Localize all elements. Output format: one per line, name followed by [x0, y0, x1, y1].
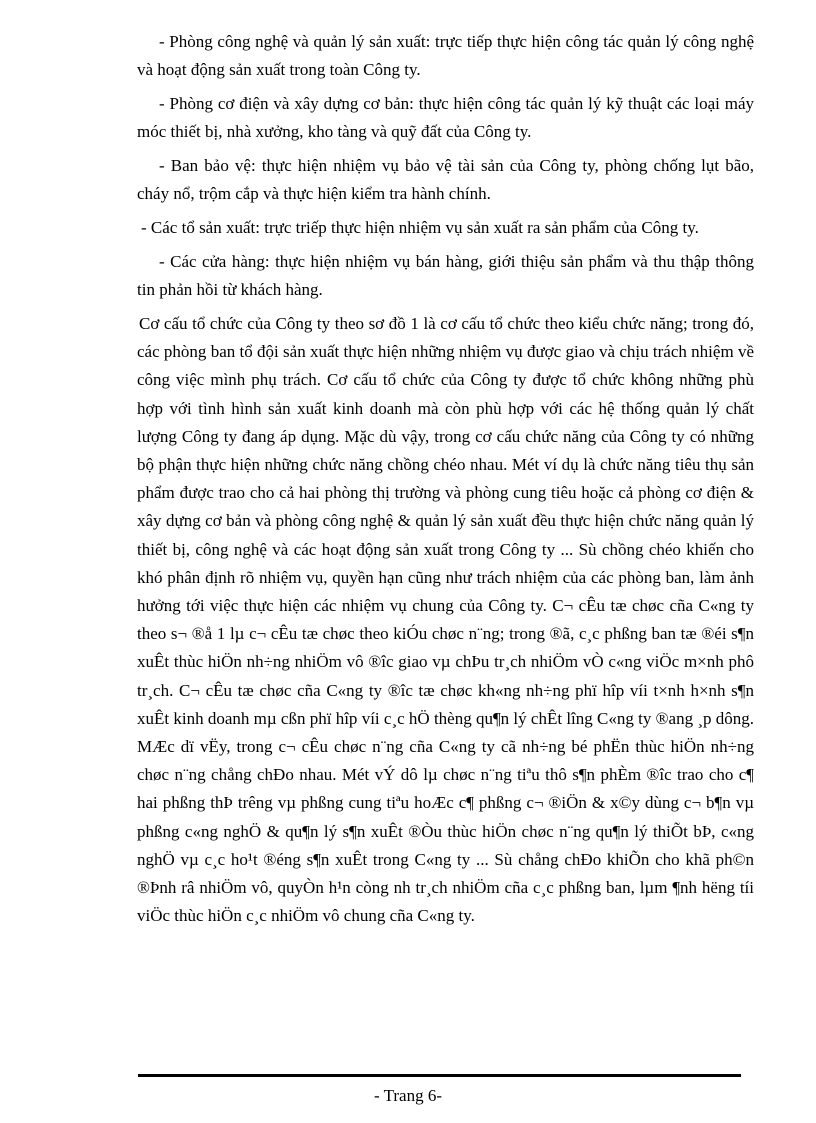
paragraph-ban-bao-ve: - Ban bảo vệ: thực hiện nhiệm vụ bảo vệ tài sản của Công ty, phòng chống lụt bão, cháy nổ, trộm cắp và thực hiện kiểm tra hành chính.	[137, 156, 754, 203]
paragraph-phong-cong-nghe: - Phòng công nghệ và quản lý sản xuất: trực tiếp thực hiện công tác quản lý công nghệ và hoạt động sản xuất trong toàn Công ty.	[137, 32, 754, 79]
footer-divider	[138, 1074, 741, 1077]
document-page	[137, 28, 754, 936]
paragraph-co-cau-to-chuc: Cơ cấu tổ chức của Công ty theo sơ đồ 1 là cơ cấu tổ chức theo kiểu chức năng; trong đó, các phòng ban tổ đội sản xuất thực hiện những nhiệm vụ được giao và chịu trách nhiệm về công việc mình phụ trách. Cơ cấu tổ chức của Công ty được tổ chức không những phù hợp với tình hình sản xuất kinh doanh mà còn phù hợp với các hệ thống quản lý chất lượng Công ty đang áp dụng. Mặc dù vậy, trong cơ cấu chức năng của Công ty có những bộ phận thực hiện những chức năng chồng chéo nhau. Mét ví dụ là chức năng tiêu thụ sản phẩm được trao cho cả hai phòng thị trường và phòng cung tiêu hoặc cả phòng cơ điện & xây dựng cơ bản và phòng công nghệ & quản lý sản xuất đều thực hiện chức năng quản lý thiết bị, công nghệ và các hoạt động sản xuất trong Công ty ... Sù chồng chéo khiến cho khó phân định rõ nhiệm vụ, quyền hạn cũng như trách nhiệm của các phòng ban, làm ảnh hưởng tới việc thực hiện các nhiệm vụ chung của Công ty. C¬ cÊu tæ chøc cña C«ng ty theo s¬ ®å 1 lµ c¬ cÊu tæ chøc theo kiÓu chøc n¨ng; trong ®ã, c¸c phßng ban tæ ®éi s¶n xuÊt thùc hiÖn nh÷ng nhiÖm vô ®îc giao vµ chÞu tr¸ch nhiÖm vÒ c«ng viÖc m×nh phô tr¸ch. C¬ cÊu tæ chøc cña C«ng ty ®îc tæ chøc kh«ng nh÷ng phï hîp víi t×nh h×nh s¶n xuÊt kinh doanh mµ cßn phï hîp víi c¸c hÖ thèng qu¶n lý chÊt lîng C«ng ty ®ang ¸p dông. MÆc dï vËy, trong c¬ cÊu chøc n¨ng cña C«ng ty cã nh÷ng bé phËn thùc hiÖn nh÷ng chøc n¨ng chång chÐo nhau. Mét vÝ dô lµ chøc n¨ng tiªu thô s¶n phÈm ®îc trao cho c¶ hai phßng thÞ trêng vµ phßng cung tiªu hoÆc c¶ phßng c¬ ®iÖn & x©y dùng c¬ b¶n vµ phßng c«ng nghÖ & qu¶n lý s¶n xuÊt ®Òu thùc hiÖn chøc n¨ng qu¶n lý thiÕt bÞ, c«ng nghÖ vµ c¸c ho¹t ®éng s¶n xuÊt trong C«ng ty ... Sù chång chÐo khiÕn cho khã ph©n ®Þnh râ nhiÖm vô, quyÒn h¹n còng nh tr¸ch nhiÖm cña c¸c phßng ban, lµm ¶nh hëng tíi viÖc thùc hiÖn c¸c nhiÖm vô chung cña C«ng ty.	[137, 314, 754, 926]
paragraph-phong-co-dien: - Phòng cơ điện và xây dựng cơ bản: thực hiện công tác quản lý kỹ thuật các loại máy móc thiết bị, nhà xưởng, kho tàng và quỹ đất của Công ty.	[137, 94, 754, 141]
paragraph-cac-to-san-xuat: - Các tổ sản xuất: trực triếp thực hiện nhiệm vụ sản xuất ra sản phẩm của Công ty.	[141, 218, 699, 237]
page-number: - Trang 6-	[373, 1086, 442, 1105]
paragraph-cac-cua-hang: - Các cửa hàng: thực hiện nhiệm vụ bán hàng, giới thiệu sản phẩm và thu thập thông tin phản hồi từ khách hàng.	[137, 252, 754, 299]
